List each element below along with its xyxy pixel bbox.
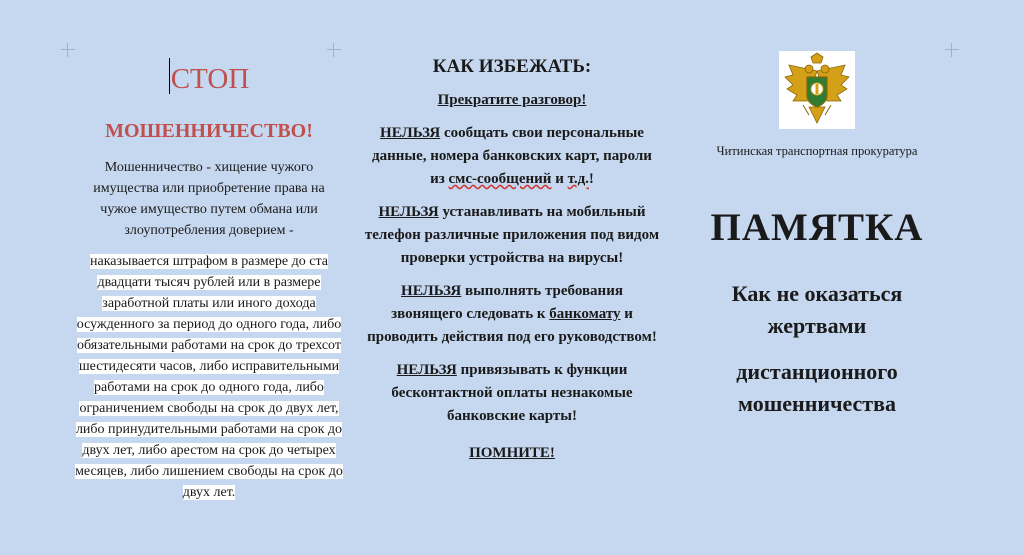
left-column (66, 0, 352, 503)
rule-3: НЕЛЬЗЯ выполнять требования звонящего следовать к банкомату и проводить действия под его руководством! (367, 283, 657, 345)
prosecutor-emblem-icon (779, 51, 855, 129)
how-to-avoid-heading: КАК ИЗБЕЖАТЬ: (432, 56, 592, 77)
rule-4: НЕЛЬЗЯ привязывать к функции бесконтактной оплаты незнакомые банковские карты! (391, 362, 633, 424)
punishment-text (66, 251, 352, 503)
subtitle-line-1: Как не оказаться жертвами (731, 281, 903, 338)
memo-title: ПАМЯТКА (710, 206, 924, 249)
highlighted-punishment: наказывается штрафом в размере до ста двадцати тысяч рублей или в размере заработной платы или иного дохода осужденного за период до одного года, либо обязательными работами на срок до трехсот шестидесяти часов, либо исправительными работами на срок до одного года, либо ограничением свободы на срок до двух лет, либо принудительными работами на срок до двух лет, либо арестом на срок до четырех месяцев, либо лишением свободы на срок до двух лет. (75, 254, 343, 500)
rule-2: НЕЛЬЗЯ устанавливать на мобильный телефон различные приложения под видом проверки устройства на вирусы! (364, 204, 660, 266)
middle-column (364, 0, 660, 465)
prosecutor-office-name: Читинская транспортная прокуратура (716, 144, 918, 158)
fraud-heading: МОШЕННИЧЕСТВО! (105, 120, 313, 142)
rule-1: НЕЛЬЗЯ сообщать свои персональные данные, номера банковских карт, пароли из смс-сообщений и т.д.! (372, 125, 652, 187)
stop-talk-line: Прекратите разговор! (437, 92, 587, 108)
right-column (686, 0, 948, 420)
subtitle-line-2: дистанционного мошенничества (736, 359, 898, 416)
text-cursor (169, 58, 170, 94)
fraud-definition: Мошенничество - хищение чужого имущества или приобретение права на чужое имущество путем обмана или злоупотребления доверием - (93, 160, 325, 238)
remember-line: ПОМНИТЕ! (469, 445, 555, 461)
stop-heading[interactable]: СТОП (66, 58, 352, 96)
